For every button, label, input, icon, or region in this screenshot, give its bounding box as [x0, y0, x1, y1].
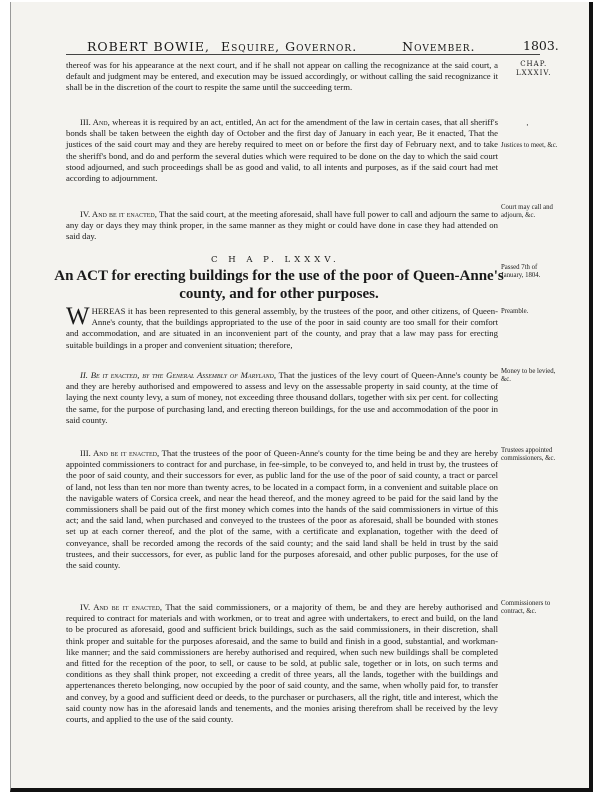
section-iii — [66, 117, 498, 184]
margin-chapter-label — [516, 60, 551, 77]
header-month: November. — [402, 39, 476, 54]
act-section-iv-text: That the said commissioners, or a majority of them, be and they are hereby authorised and required to contract for materials and with workmen, or to treat and agree with undertakers, to erect and build, on the land to be procured as aforesaid, good and sufficient brick buildings, such as the said commissioners, in their discretion, shall think proper and suitable for the purposes aforesaid, and the same to build and finish in a good, substantial, and workman-like manner; and the said commissioners are hereby authorised and required, when such new buildings shall be completed and fitted for the reception of the poor, to sell, or cause to be sold, at public sale, together or in lots, on such terms and conditions as they shall think proper, not exceeding a credit of three years, all the lands, together with the buildings and appertenances thereto belonging, now occupied by the poor of said county, and the same, when wholly paid for, to transfer and convey, by a good and sufficient deed or deeds, to the purchaser or purchasers, all the right, title and interest, which the said county now has in the aforesaid lands and tenements, and the monies arising therefrom shall be received by the levy courts, and applied to the use of the said county. — [66, 602, 498, 725]
note-passed: Passed 7th of January, 1804. — [501, 264, 541, 280]
note-money: Money to be levied, &c. — [501, 368, 556, 384]
section-iv-text: That the said court, at the meeting aforesaid, shall have full power to call and adjourn the same to any day or days they may think proper, in the same manner as they might or could have done in case they had attended on said day. — [66, 209, 499, 242]
act-section-iii-text: That the trustees of the poor of Queen-Anne's county for the time being be and they are hereby appointed commissioners to contract for and purchase, in fee-simple, to be conveyed to, and held in trust by, the trustees of the poor of said county, and their successors for ever, as public land for the use of the poor of said county, a tract or parcel of land, not less than ten nor more than twenty acres, to be located in a compact form, in a convenient and suitable place on the navigable waters of Corsica creek, and near the head thereof, and the money agreed to be paid for the said land by the commissioners shall be paid out of the first money which comes into the hands of the said commissioners in virtue of this act; and the said land, when purchased and conveyed to the trustees of the poor as aforesaid, shall be bounded with stones set up at each corner thereof, and the plot of the same, with a certificate and explanation, together with the deed of conveyance, shall be recorded among the records of the said county; and the said land shall be held in trust by the said trustees, and their successors, for ever, as public land for the purposes aforesaid, and other public purposes, for the use of the said county. — [66, 448, 499, 571]
margin-chap-word: CHAP. — [520, 60, 548, 68]
section-iii-text: whereas it is required by an act, entitled, An act for the amendment of the law in certain cases, that all sheriff's bonds shall be taken between the eighth day of October and the first day of January in each year, Be it enacted, That the justices of the said court may and they are hereby required to meet on or before the first day of February next, and to take the sheriff's bond, and do and perform the several duties which were required to be done on the day to which the said court stood adjourned, and such proceedings shall be as good and valid, to all intents and purposes, as if the said court had met according to adjournment. — [66, 117, 498, 184]
document-page — [10, 2, 593, 792]
note-justices: Justices to meet, &c. — [501, 142, 558, 149]
act-title: An ACT for erecting buildings for the use of the poor of Queen-Anne's county, and for other purposes. — [54, 268, 504, 302]
act-section-ii-lead: II. Be it enacted, by the General Assembly of Maryland, — [80, 370, 276, 380]
note-preamble: Preamble. — [501, 308, 529, 315]
header-title: Esquire, Governor. — [221, 39, 358, 54]
margin-mark: · — [526, 121, 529, 131]
section-iv — [66, 209, 498, 243]
paragraph-continued: thereof was for his appearance at the next court, and if he shall not appear on calling the recognizance at the said court, a default and judgment may be entered, and execution may be issued accordingly, or without calling the said recognizance it shall be in the discretion of the court to respite the same until the succeeding term. — [66, 60, 498, 93]
act-section-iii — [66, 448, 498, 571]
note-commissioners: Commissioners to contract, &c. — [501, 600, 551, 616]
act-section-iii-lead: III. And be it enacted, — [80, 448, 160, 458]
act-section-ii-text: That the justices of the levy court of Queen-Anne's county be and they are hereby authorised and empowered to assess and levy on the assessable property in said county, at the time of laying the next county levy, a sum of money, not exceeding three thousand dollars, together with six per cent. for collecting the same, for the purpose of purchasing land, and erecting thereon buildings, for the use and accommodation of the poor in said county. — [66, 370, 498, 425]
header-name: ROBERT BOWIE, — [87, 39, 211, 54]
note-trustees: Trustees appointed commissioners, &c. — [501, 447, 556, 463]
header-year: 1803. — [523, 38, 559, 53]
act-section-iv — [66, 602, 498, 725]
preamble — [66, 303, 498, 351]
preamble-text: HEREAS it has been represented to this general assembly, by the trustees of the poor, and other citizens, of Queen-Anne's county, that the buildings appropriated to the use of the poor in said county are too small for their comfort and accommodation, and are situated in an inconvenient part of the county, and pray that a law may pass for erecting suitable buildings in a proper and convenient situation; therefore, — [66, 306, 498, 350]
section-iv-lead: IV. And be it enacted, — [80, 209, 157, 219]
act-section-iv-lead: IV. And be it enacted, — [80, 602, 163, 612]
margin-chap-number: LXXXIV. — [516, 68, 552, 77]
act-section-ii — [66, 370, 498, 426]
chapter-label: C H A P. LXXXV. — [211, 255, 340, 265]
running-header — [87, 39, 557, 54]
drop-cap: W — [66, 303, 90, 330]
section-iii-lead: III. And, — [80, 117, 110, 127]
header-rule — [66, 54, 540, 55]
note-court-may: Court may call and adjourn, &c. — [501, 204, 553, 220]
